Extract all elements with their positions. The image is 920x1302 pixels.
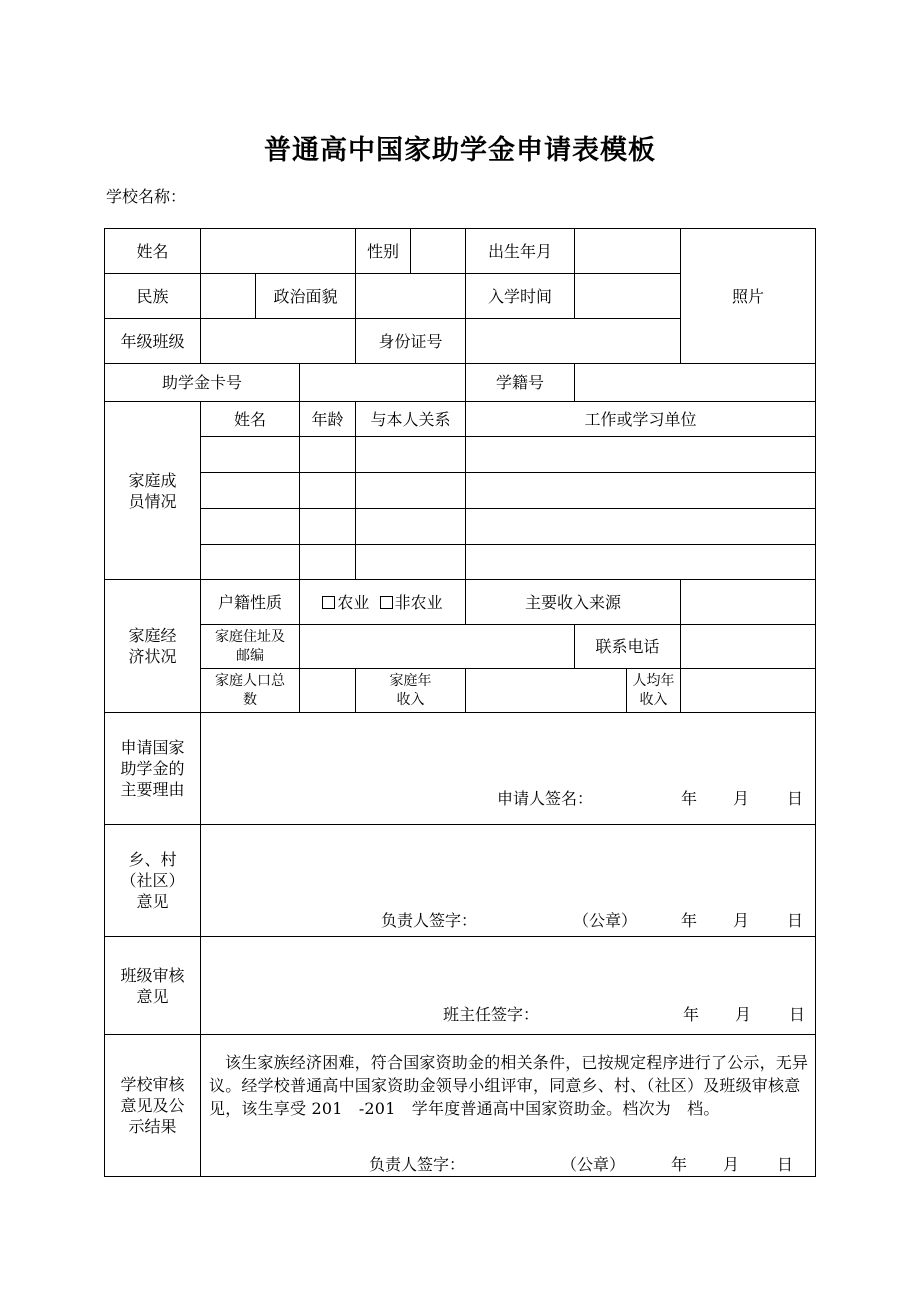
political-field[interactable] [356,274,466,319]
family-cell[interactable] [466,509,816,545]
family-cell[interactable] [201,509,300,545]
annual-income-field[interactable] [466,669,627,713]
day-label: 日 [787,911,804,930]
year-label: 年 [681,789,698,808]
family-cell[interactable] [201,473,300,509]
family-cell[interactable] [466,437,816,473]
month-label: 月 [733,789,750,808]
family-cell[interactable] [466,545,816,580]
year-label: 年 [681,911,698,930]
family-cell[interactable] [356,509,466,545]
reason-label: 申请国家助学金的主要理由 [105,713,201,825]
per-capita-field[interactable] [681,669,816,713]
phone-field[interactable] [681,625,816,669]
reason-field[interactable] [201,713,816,825]
page-title: 普通高中国家助学金申请表模板 [264,135,656,166]
family-cell[interactable] [300,545,356,580]
month-label: 月 [735,1005,752,1024]
village-seal-label: （公章） [573,911,638,930]
school-review-label: 学校审核意见及公示结果 [105,1035,201,1177]
village-signer-label: 负责人签字： [381,911,478,930]
photo-box[interactable]: 照片 [681,229,816,364]
card-no-label: 助学金卡号 [105,364,300,402]
village-field[interactable] [201,825,816,937]
id-number-field[interactable] [466,319,681,364]
school-review-field[interactable] [201,1035,816,1177]
day-label: 日 [777,1155,794,1174]
grade-class-label: 年级班级 [105,319,201,364]
farm-option-label: 农业 [337,592,370,612]
annual-income-label: 家庭年收入 [356,669,466,713]
school-seal-label: （公章） [561,1155,626,1174]
ethnicity-field[interactable] [201,274,256,319]
gender-field[interactable] [411,229,466,274]
family-col-work: 工作或学习单位 [466,402,816,437]
family-cell[interactable] [466,473,816,509]
class-review-label: 班级审核意见 [105,937,201,1035]
class-review-field[interactable] [201,937,816,1035]
name-field[interactable] [201,229,356,274]
family-col-age: 年龄 [300,402,356,437]
address-label: 家庭住址及邮编 [201,625,300,669]
address-field[interactable] [300,625,575,669]
population-field[interactable] [300,669,356,713]
family-col-name: 姓名 [201,402,300,437]
ethnicity-label: 民族 [105,274,201,319]
student-no-label: 学籍号 [466,364,575,402]
application-form-table [104,228,816,1177]
enroll-time-label: 入学时间 [466,274,575,319]
year-label: 年 [683,1005,700,1024]
year-label: 年 [671,1155,688,1174]
farm-checkbox[interactable] [322,596,335,609]
school-signer-label: 负责人签字： [369,1155,466,1174]
phone-label: 联系电话 [575,625,681,669]
income-source-label: 主要收入来源 [466,580,681,625]
applicant-sign-label: 申请人签名： [497,789,594,808]
nonfarm-option-label: 非农业 [394,592,443,612]
month-label: 月 [733,911,750,930]
per-capita-label: 人均年收入 [627,669,681,713]
day-label: 日 [789,1005,806,1024]
population-label: 家庭人口总数 [201,669,300,713]
nonfarm-checkbox[interactable] [380,596,393,609]
family-cell[interactable] [356,545,466,580]
family-label: 家庭成员情况 [105,402,201,580]
day-label: 日 [787,789,804,808]
political-label: 政治面貌 [256,274,356,319]
head-teacher-sign-label: 班主任签字： [443,1005,540,1024]
school-review-text: 该生家族经济困难，符合国家资助金的相关条件，已按规定程序进行了公示，无异议。经学校普通高中国家资助金领导小组评审，同意乡、村、（社区）及班级审核意见，该生享受 201 -201 学年度普通高中国家资助金。档次为 档。 [209,1053,809,1118]
family-cell[interactable] [356,437,466,473]
family-cell[interactable] [300,509,356,545]
enroll-time-field[interactable] [575,274,681,319]
income-source-field[interactable] [681,580,816,625]
grade-class-field[interactable] [201,319,356,364]
village-label: 乡、村（社区）意见 [105,825,201,937]
hukou-label: 户籍性质 [201,580,300,625]
family-cell[interactable] [300,473,356,509]
birth-field[interactable] [575,229,681,274]
student-no-field[interactable] [575,364,816,402]
id-number-label: 身份证号 [356,319,466,364]
card-no-field[interactable] [300,364,466,402]
name-label: 姓名 [105,229,201,274]
school-name-label: 学校名称： [106,187,187,206]
economy-label: 家庭经济状况 [105,580,201,713]
family-cell[interactable] [201,545,300,580]
family-cell[interactable] [356,473,466,509]
hukou-options [300,580,466,625]
family-cell[interactable] [300,437,356,473]
gender-label: 性别 [356,229,411,274]
family-col-relation: 与本人关系 [356,402,466,437]
family-cell[interactable] [201,437,300,473]
month-label: 月 [723,1155,740,1174]
birth-label: 出生年月 [466,229,575,274]
